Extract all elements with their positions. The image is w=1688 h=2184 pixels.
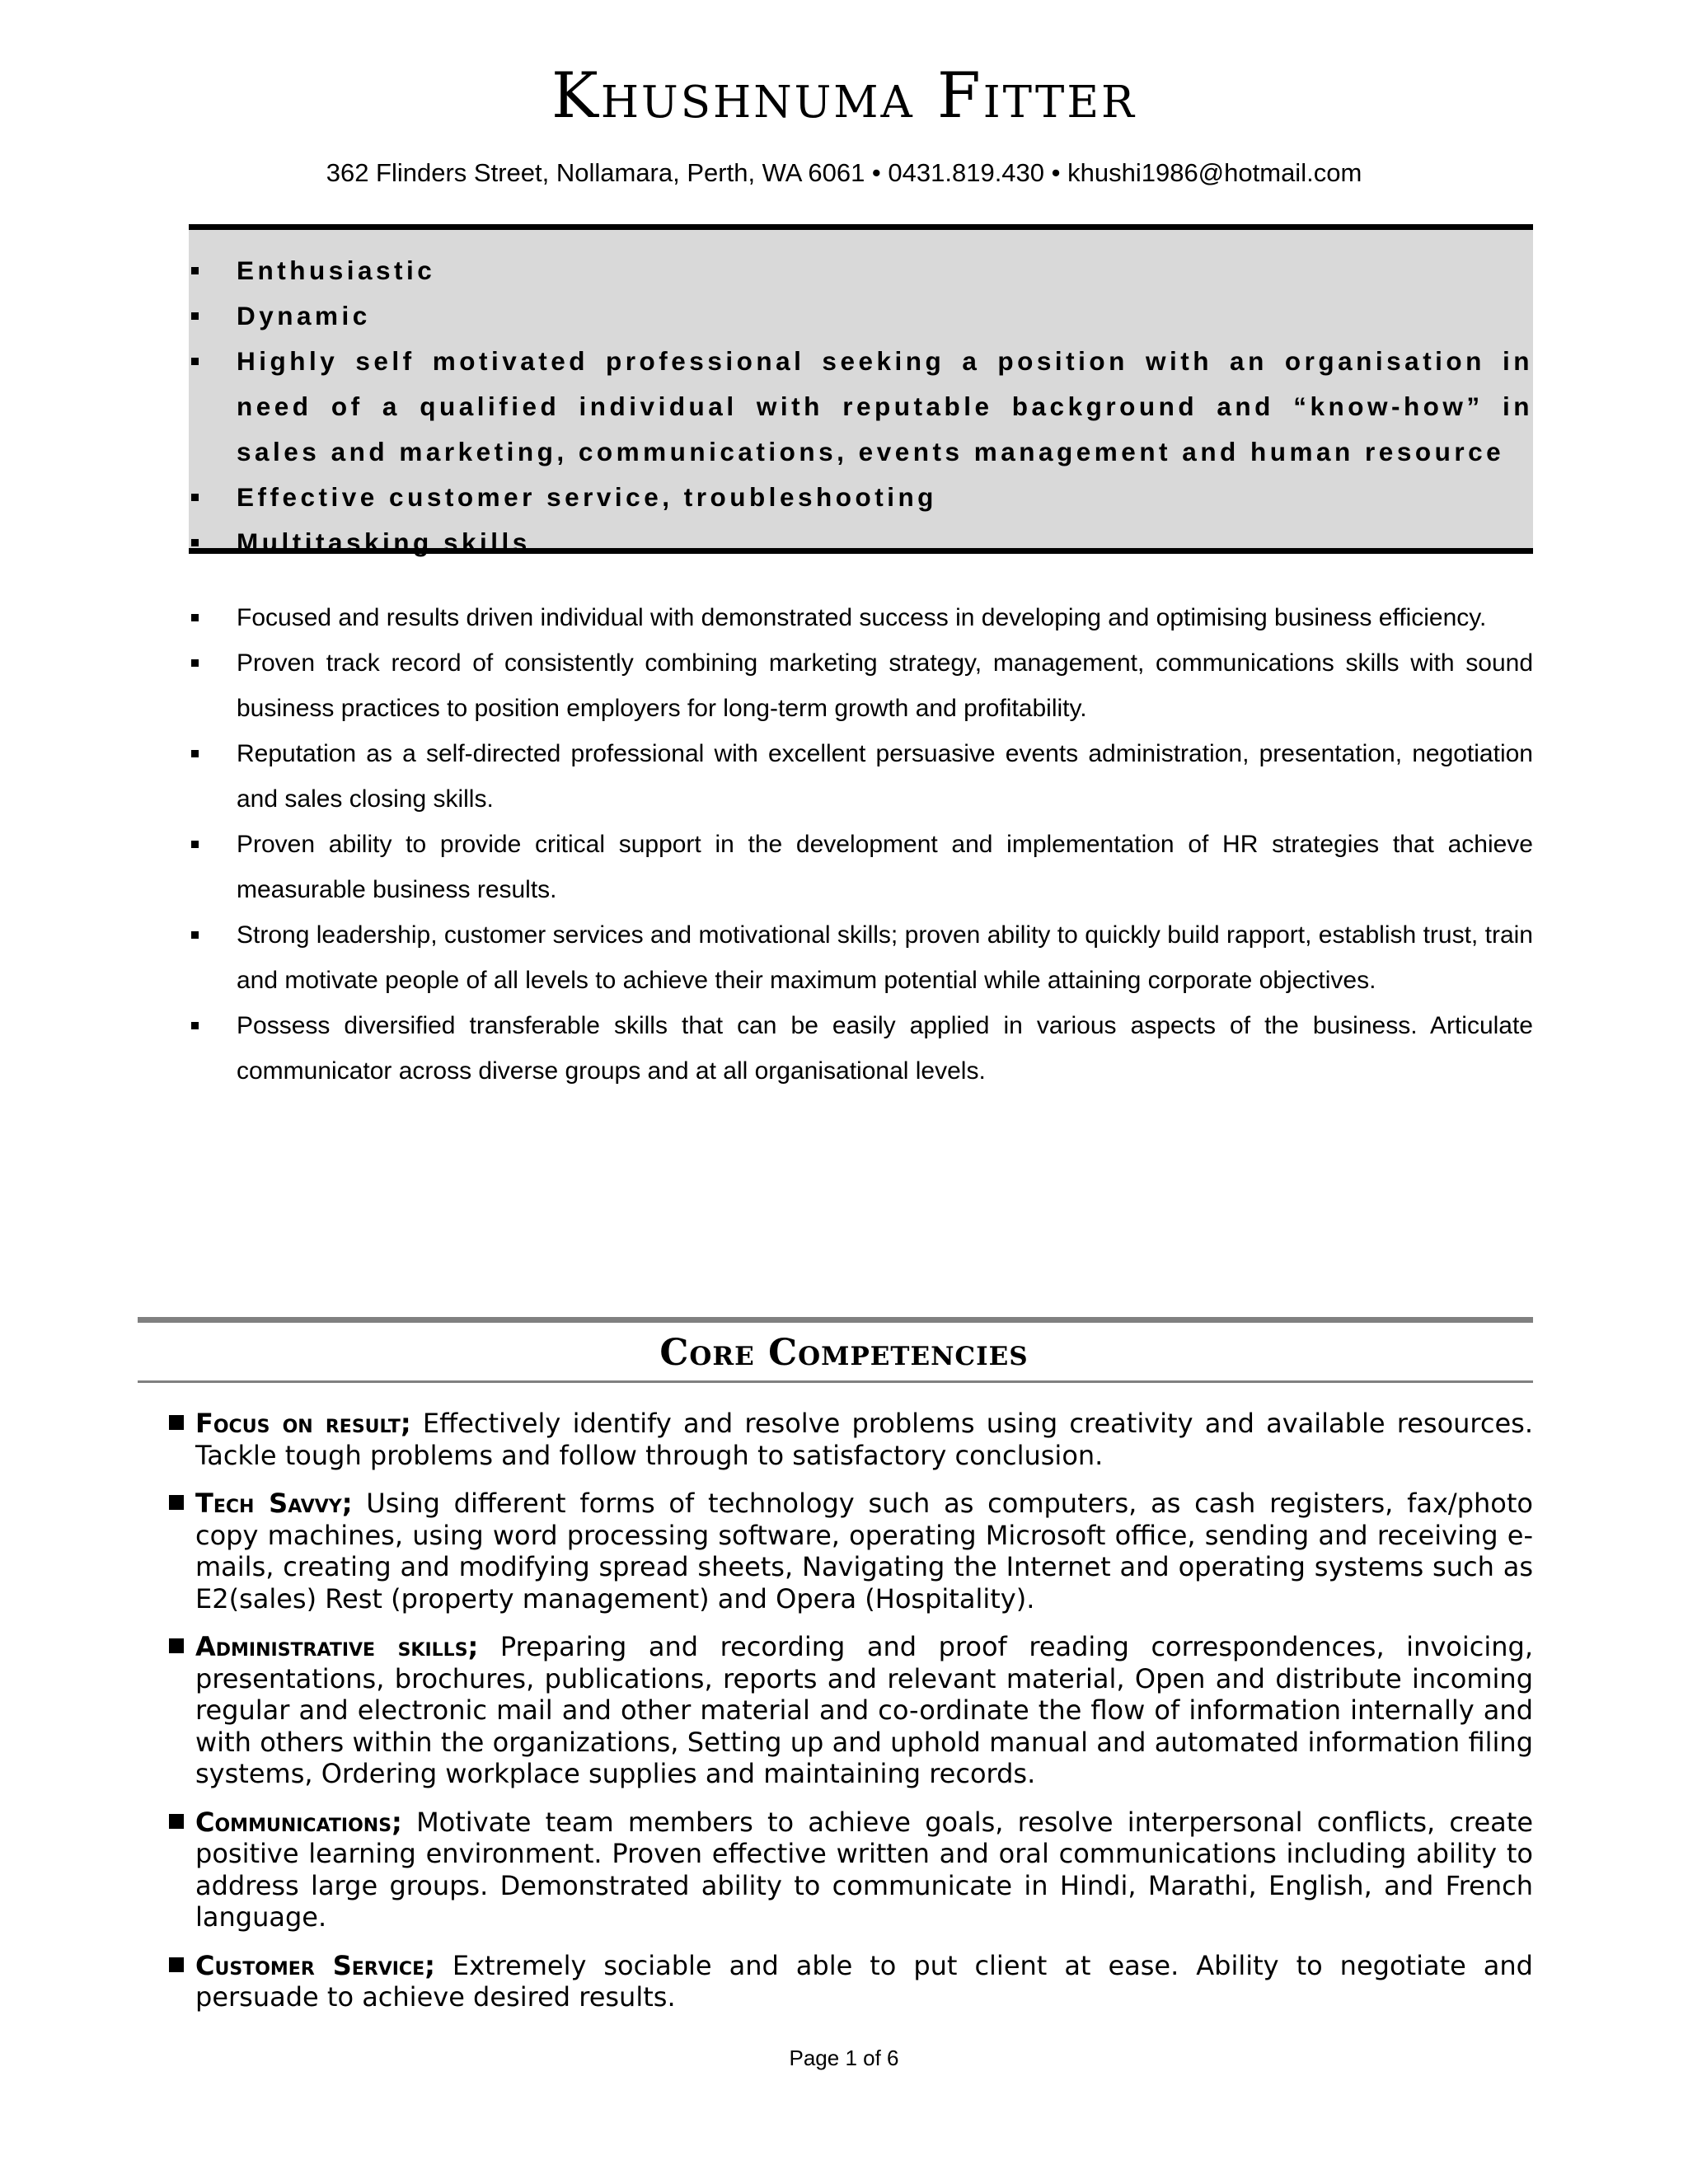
list-item: Multitasking skills <box>189 520 1533 565</box>
square-bullet-icon <box>191 267 199 274</box>
square-bullet-icon <box>191 659 199 667</box>
square-bullet-icon <box>169 1415 184 1430</box>
competency-item-tech <box>169 1488 1533 1615</box>
square-bullet-icon <box>191 494 199 501</box>
list-item: Highly self motivated professional seeking a position with an organisation in need of a qualified individual with reputable background and “know-how” in sales and marketing, communications, events management and human resource <box>189 339 1533 475</box>
competency-text: Motivate team members to achieve goals, resolve interpersonal conflicts, create positive learning environment. Proven effective written and oral communications including ability to address large groups. Demonstrated ability to communicate in Hindi, Marathi, English, and French language. <box>195 1806 1533 1933</box>
profile-highlights-list <box>189 248 1533 565</box>
summary-list <box>189 595 1533 1094</box>
competency-heading: Focus on result; <box>195 1408 411 1439</box>
list-item: Reputation as a self-directed professional with excellent persuasive events administration, presentation, negotiation and sales closing skills. <box>189 731 1533 822</box>
list-item: Effective customer service, troubleshooting <box>189 475 1533 520</box>
square-bullet-icon <box>191 841 199 848</box>
profile-highlights-box <box>189 224 1533 557</box>
list-item: Dynamic <box>189 293 1533 339</box>
list-item: Strong leadership, customer services and motivational skills; proven ability to quickly build rapport, establish trust, train and motivate people of all levels to achieve their maximum potential while attaining corporate objectives. <box>189 912 1533 1003</box>
square-bullet-icon <box>169 1814 184 1829</box>
competency-item-customer-service <box>169 1950 1533 2013</box>
section-title-core-competencies: Core Competencies <box>659 1332 1029 1374</box>
competency-item-administrative <box>169 1631 1533 1790</box>
section-divider-bottom <box>138 1380 1533 1383</box>
list-item: Possess diversified transferable skills that can be easily applied in various aspects of the business. Articulate communicator across diverse groups and at all organisational levels. <box>189 1003 1533 1094</box>
contact-line: 362 Flinders Street, Nollamara, Perth, WA 6061 • 0431.819.430 • khushi1986@hotmail.com <box>326 158 1362 187</box>
square-bullet-icon <box>169 1638 184 1653</box>
square-bullet-icon <box>191 312 199 320</box>
competency-heading: Communications; <box>195 1806 402 1838</box>
competency-text: Using different forms of technology such as computers, as cash registers, fax/photo copy machines, using word processing software, operating Microsoft office, sending and receiving e-mails, creating and modifying spread sheets, Navigating the Internet and operating systems such as E2(sales) Rest (property management) and Opera (Hospitality). <box>195 1488 1534 1615</box>
competency-text: Extremely sociable and able to put client at ease. Ability to negotiate and persuade to achieve desired results. <box>195 1949 1533 2013</box>
list-item: Proven track record of consistently combining marketing strategy, management, communications skills with sound business practices to position employers for long-term growth and profitability. <box>189 640 1533 731</box>
competency-heading: Customer Service; <box>195 1949 435 1981</box>
core-competencies-list <box>169 1408 1533 2030</box>
square-bullet-icon <box>191 539 199 546</box>
competency-text: Preparing and recording and proof reading correspondences, invoicing, presentations, brochures, publications, reports and relevant material, Open and distribute incoming regular and electronic mail and other material and co-ordinate the flow of information internally and with others within the organizations, Setting up and uphold manual and automated information filing systems, Ordering workplace supplies and maintaining records. <box>195 1631 1533 1789</box>
candidate-name: Khushnuma Fitter <box>551 59 1137 132</box>
list-item: Enthusiastic <box>189 248 1533 293</box>
square-bullet-icon <box>191 931 199 939</box>
competency-heading: Tech Savvy; <box>195 1488 353 1519</box>
list-item: Proven ability to provide critical support in the development and implementation of HR strategies that achieve measurable business results. <box>189 822 1533 912</box>
square-bullet-icon <box>169 1495 184 1510</box>
square-bullet-icon <box>191 750 199 757</box>
section-divider-top <box>138 1317 1533 1323</box>
square-bullet-icon <box>191 1022 199 1029</box>
page-number: Page 1 of 6 <box>789 2046 899 2070</box>
competency-heading: Administrative skills; <box>195 1631 479 1662</box>
list-item: Focused and results driven individual with demonstrated success in developing and optimising business efficiency. <box>189 595 1533 640</box>
competency-text: Effectively identify and resolve problems using creativity and available resources. Tackle tough problems and follow through to satisfactory conclusion. <box>195 1408 1534 1471</box>
competency-item-communications <box>169 1807 1533 1933</box>
square-bullet-icon <box>191 358 199 365</box>
competency-item-focus <box>169 1408 1533 1471</box>
square-bullet-icon <box>169 1957 184 1972</box>
square-bullet-icon <box>191 614 199 621</box>
